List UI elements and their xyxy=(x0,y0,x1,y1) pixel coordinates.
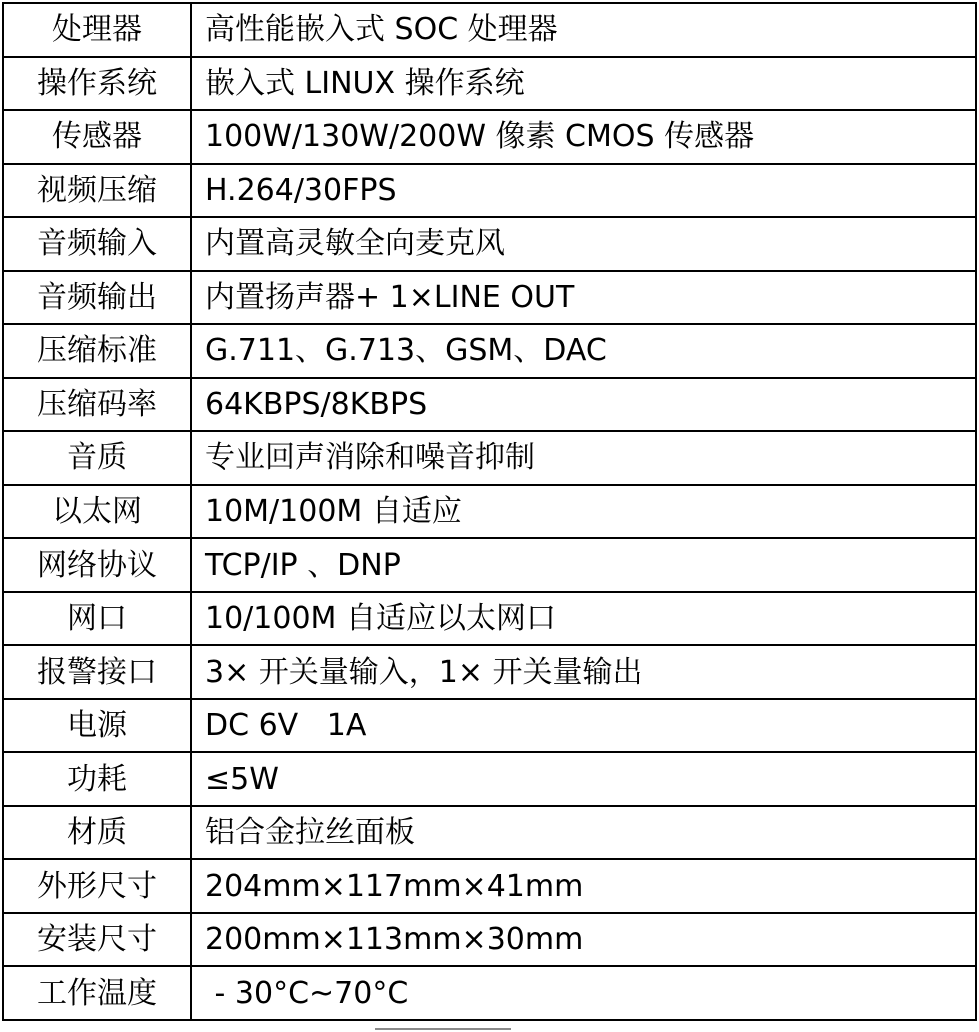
spec-label-audio-quality: 音质 xyxy=(4,432,190,484)
spec-value-operating-system: 嵌入式 LINUX 操作系统 xyxy=(192,58,975,110)
spec-label-outer-dimensions: 外形尺寸 xyxy=(4,860,190,912)
spec-value-processor: 高性能嵌入式 SOC 处理器 xyxy=(192,4,975,56)
spec-label-processor: 处理器 xyxy=(4,4,190,56)
spec-value-audio-quality: 专业回声消除和噪音抑制 xyxy=(192,432,975,484)
spec-label-network-protocol: 网络协议 xyxy=(4,539,190,591)
spec-label-compression-standard: 压缩标准 xyxy=(4,325,190,377)
spec-table xyxy=(2,2,977,1021)
spec-value-video-compression: H.264/30FPS xyxy=(192,165,975,217)
spec-value-audio-output: 内置扬声器+ 1×LINE OUT xyxy=(192,272,975,324)
spec-value-outer-dimensions: 204mm×117mm×41mm xyxy=(192,860,975,912)
spec-label-compression-bitrate: 压缩码率 xyxy=(4,379,190,431)
spec-value-alarm-interface: 3× 开关量输入，1× 开关量输出 xyxy=(192,646,975,698)
spec-label-operating-temperature: 工作温度 xyxy=(4,967,190,1019)
spec-label-mounting-dimensions: 安装尺寸 xyxy=(4,914,190,966)
spec-value-operating-temperature: - 30°C~70°C xyxy=(192,967,975,1019)
spec-value-ethernet: 10M/100M 自适应 xyxy=(192,486,975,538)
spec-label-audio-output: 音频输出 xyxy=(4,272,190,324)
spec-label-audio-input: 音频输入 xyxy=(4,218,190,270)
spec-label-ethernet: 以太网 xyxy=(4,486,190,538)
spec-label-power-consumption: 功耗 xyxy=(4,753,190,805)
spec-label-sensor: 传感器 xyxy=(4,111,190,163)
spec-label-power-supply: 电源 xyxy=(4,700,190,752)
spec-value-mounting-dimensions: 200mm×113mm×30mm xyxy=(192,914,975,966)
spec-value-network-protocol: TCP/IP 、DNP xyxy=(192,539,975,591)
spec-value-network-port: 10/100M 自适应以太网口 xyxy=(192,593,975,645)
spec-value-sensor: 100W/130W/200W 像素 CMOS 传感器 xyxy=(192,111,975,163)
spec-value-audio-input: 内置高灵敏全向麦克风 xyxy=(192,218,975,270)
spec-value-power-supply: DC 6V 1A xyxy=(192,700,975,752)
spec-label-material: 材质 xyxy=(4,807,190,859)
spec-value-compression-standard: G.711、G.713、GSM、DAC xyxy=(192,325,975,377)
cropped-element-fragment xyxy=(375,1028,511,1032)
spec-value-compression-bitrate: 64KBPS/8KBPS xyxy=(192,379,975,431)
spec-value-material: 铝合金拉丝面板 xyxy=(192,807,975,859)
spec-label-video-compression: 视频压缩 xyxy=(4,165,190,217)
spec-label-alarm-interface: 报警接口 xyxy=(4,646,190,698)
spec-value-power-consumption: ≤5W xyxy=(192,753,975,805)
spec-label-operating-system: 操作系统 xyxy=(4,58,190,110)
spec-label-network-port: 网口 xyxy=(4,593,190,645)
